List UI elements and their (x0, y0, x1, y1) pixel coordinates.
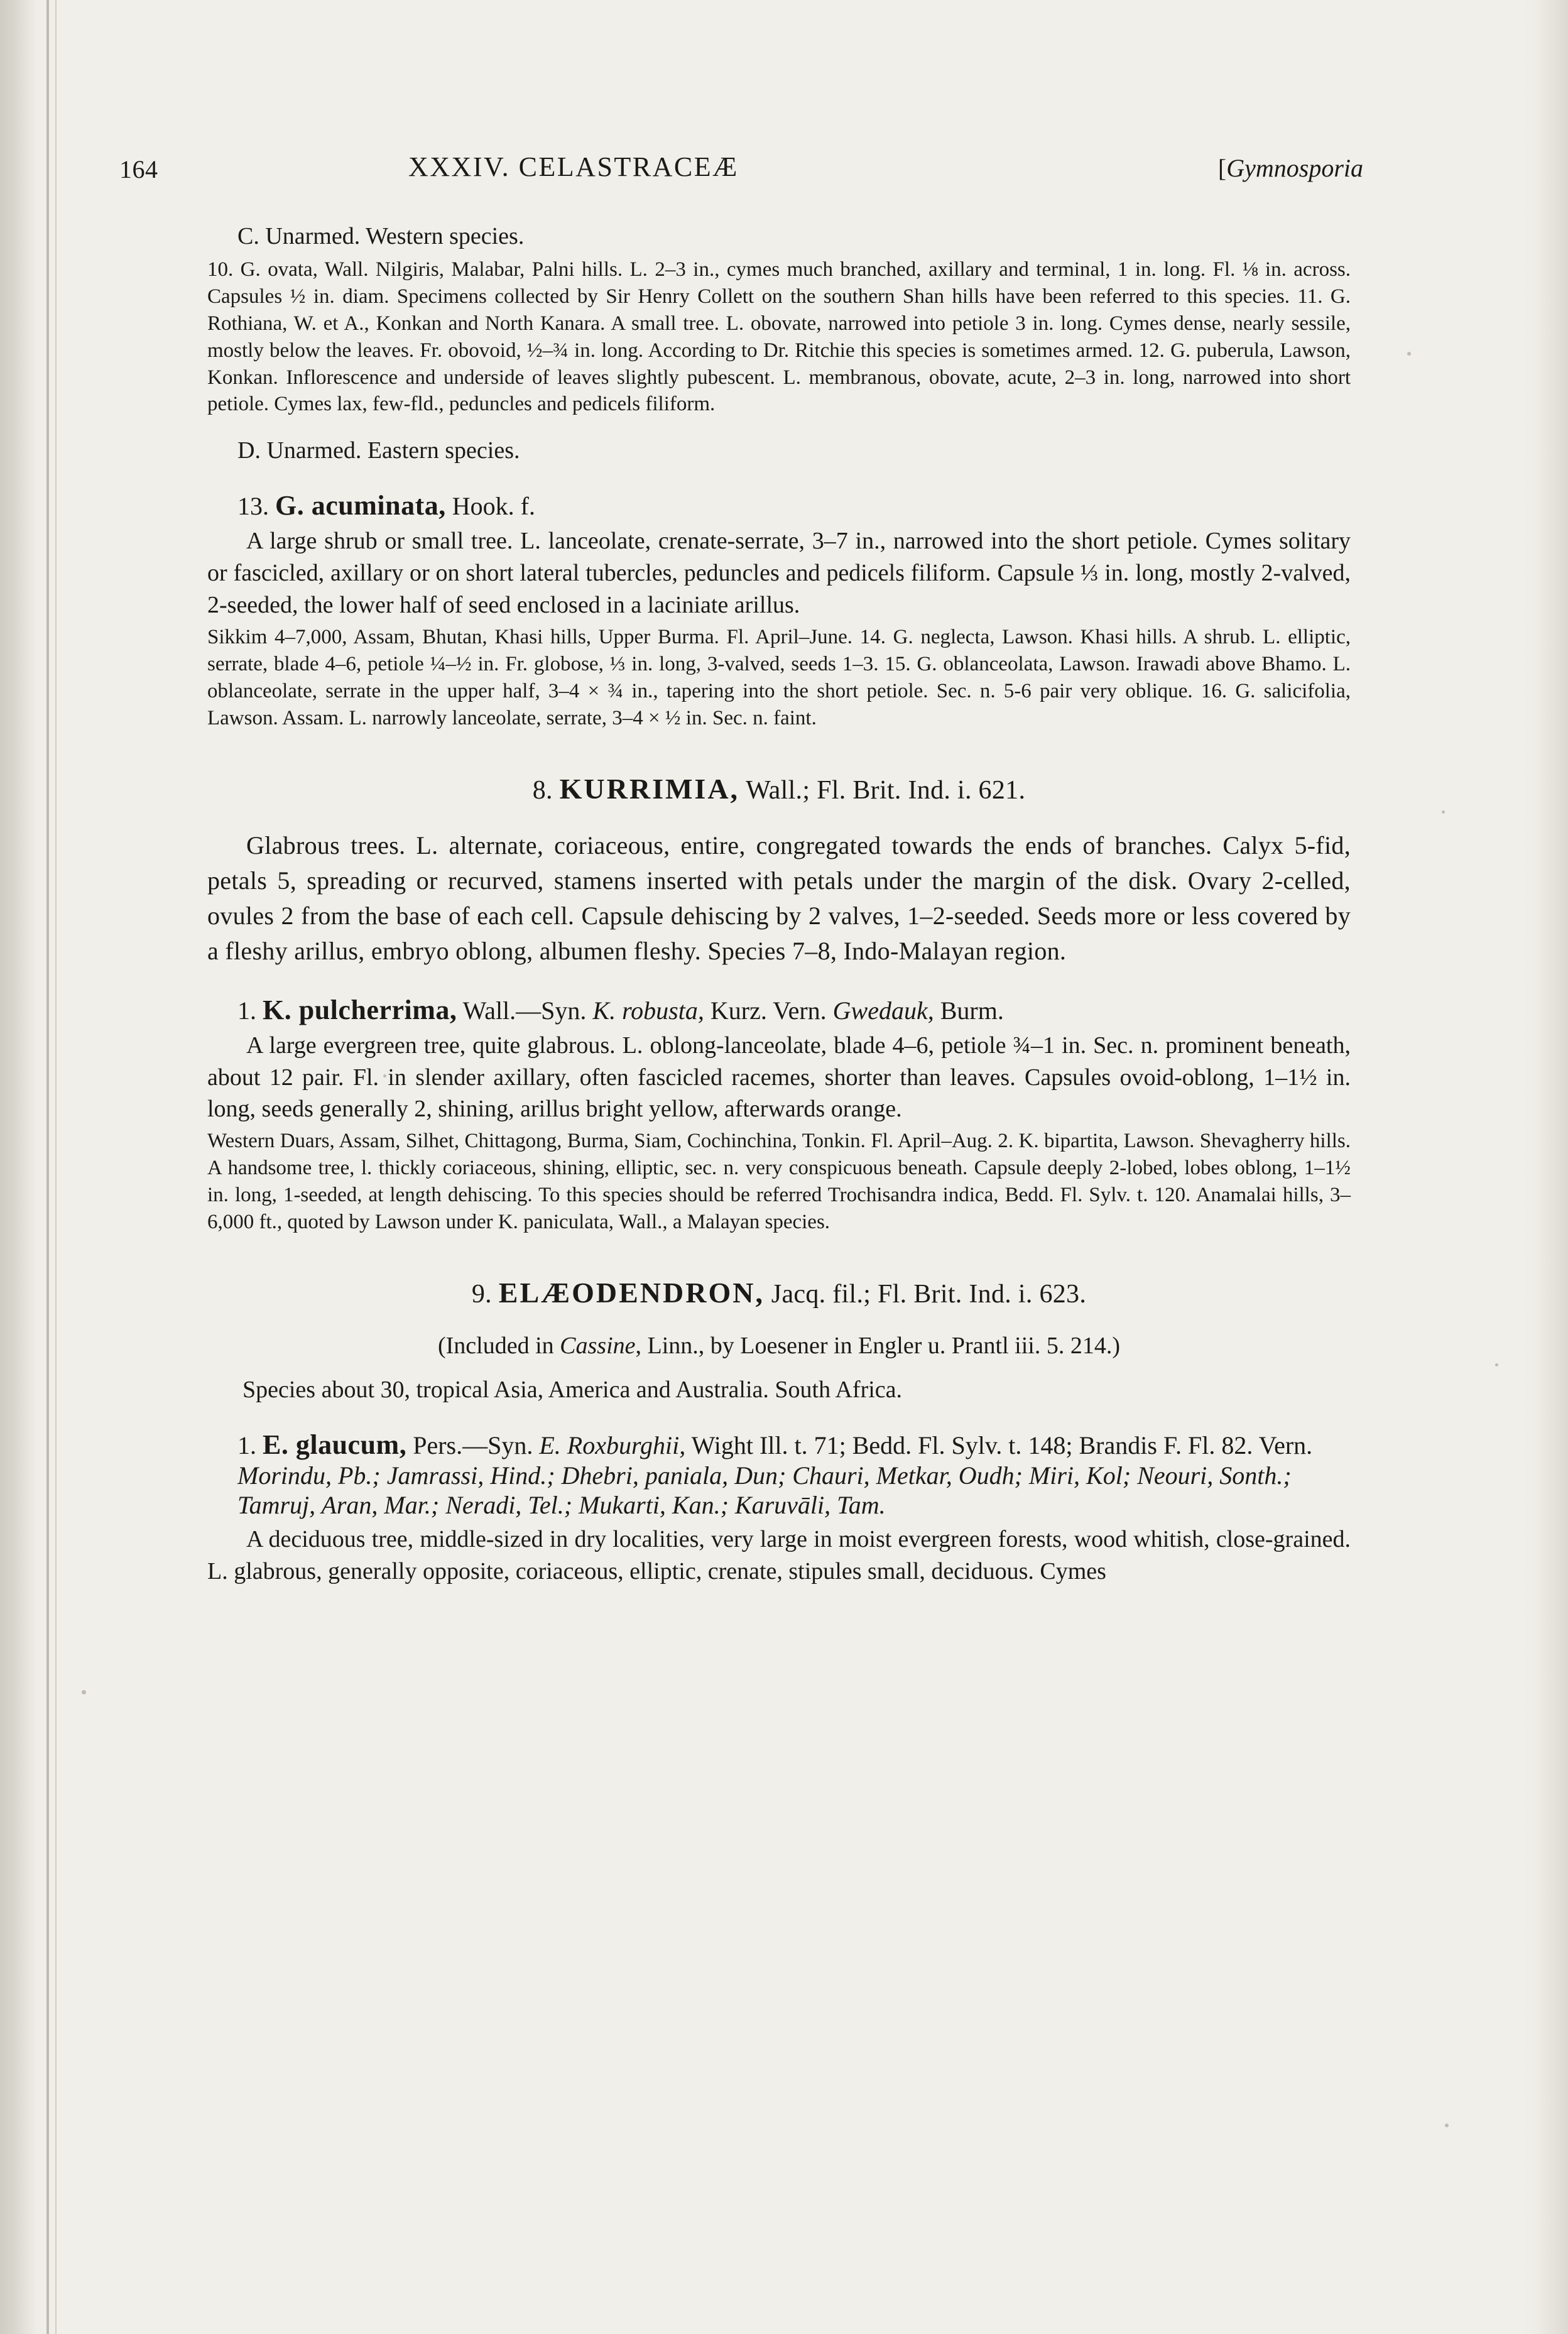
genus-9-name: ELÆODENDRON, (498, 1276, 765, 1309)
genus-running-head-text: Gymnosporia (1226, 154, 1363, 182)
genus-8-description: Glabrous trees. L. alternate, coriaceous, entire, congregated towards the ends of branches. Calyx 5-fid, petals 5, spreading or recurved, stamens inserted with petals under the margin of the disk. Ovary 2-celled, ovules 2 from the base of each cell. Capsule dehiscing by 2 valves, 1–2-seeded. Seeds more or less covered by a fleshy arillus, embryo oblong, albumen fleshy. Species 7–8, Indo-Malayan region. (207, 831, 1351, 965)
scan-speck (82, 1690, 86, 1694)
elaeodendron-species-1-author: Pers.—Syn. (413, 1431, 533, 1459)
elaeodendron-species-1-heading (237, 1429, 1351, 1520)
page-binding-line-outer (46, 0, 49, 2334)
kurrimia-species-1-distribution: Western Duars, Assam, Silhet, Chittagong, Burma, Siam, Cochinchina, Tonkin. Fl. April–Aug. 2. K. bipartita, Lawson. Shevagherry hills. A handsome tree, l. thickly coriaceous, shining, elliptic, sec. n. very conspicuous beneath. Capsule deeply 2-lobed, lobes oblong, 1–1½ in. long, 1-seeded, at length dehiscing. To this species should be referred Trochisandra indica, Bedd. Fl. Sylv. t. 120. Anamalai hills, 3–6,000 ft., quoted by Lawson under K. paniculata, Wall., a Malayan species. (207, 1130, 1351, 1234)
page-right-edge-shadow (1524, 0, 1568, 2334)
kurrimia-species-1-description: A large evergreen tree, quite glabrous. L. oblong-lanceolate, blade 4–6, petiole ¾–1 in. Sec. n. prominent beneath, about 12 pair. Fl. in slender axillary, often fascicled racemes, shorter than leaves. Capsules ovoid-oblong, 1–1½ in. long, seeds generally 2, shining, arillus bright yellow, afterwards orange. (207, 1032, 1351, 1123)
genus-9-parenthetical-pre: (Included in (438, 1332, 554, 1359)
page-content (119, 151, 1363, 1590)
kurrimia-species-1-vernacular-region: Burm. (940, 996, 1004, 1025)
genus-running-head (1218, 153, 1363, 183)
genus-9-species-count: Species about 30, tropical Asia, America and Australia. South Africa. (242, 1376, 903, 1403)
elaeodendron-species-1-number: 1. (237, 1431, 256, 1459)
chapter-title: XXXIV. CELASTRACEÆ (408, 151, 739, 182)
species-13-name: G. acuminata, (275, 490, 446, 521)
genus-9-reference: Jacq. fil.; Fl. Brit. Ind. i. 623. (771, 1279, 1087, 1309)
kurrimia-species-1-heading (237, 994, 1351, 1026)
elaeodendron-species-1-vernacular-list: Morindu, Pb.; Jamrassi, Hind.; Dhebri, paniala, Dun; Chauri, Metkar, Oudh; Miri, Kol; Neouri, Sonth.; Tamruj, Aran, Mar.; Neradi, Tel.; Mukarti, Kan.; Karuvāli, Tam. (237, 1461, 1292, 1519)
elaeodendron-species-1-description: A deciduous tree, middle-sized in dry localities, very large in moist evergreen forests, wood whitish, close-grained. L. glabrous, generally opposite, coriaceous, elliptic, crenate, stipules small, deciduous. Cymes (207, 1525, 1351, 1584)
species-13-description: A large shrub or small tree. L. lanceolate, crenate-serrate, 3–7 in., narrowed into the short petiole. Cymes solitary or fascicled, axillary or on short lateral tubercles, peduncles and pedicels filiform. Capsule ⅓ in. long, mostly 2-valved, 2-seeded, the lower half of seed enclosed in a laciniate arillus. (207, 528, 1351, 619)
subsection-c-paragraph: 10. G. ovata, Wall. Nilgiris, Malabar, Palni hills. L. 2–3 in., cymes much branched, axillary and terminal, 1 in. long. Fl. ⅛ in. across. Capsules ½ in. diam. Specimens collected by Sir Henry Collett on the southern Shan hills have been referred to this species. 11. G. Rothiana, W. et A., Konkan and North Kanara. A small tree. L. obovate, narrowed into petiole 3 in. long. Cymes dense, nearly sessile, mostly below the leaves. Fr. obovoid, ½–¾ in. long. According to Dr. Ritchie this species is sometimes armed. 12. G. puberula, Lawson, Konkan. Inflorescence and underside of leaves slightly pubescent. L. membranous, obovate, acute, 2–3 in. long, narrowed into short petiole. Cymes lax, few-fld., peduncles and pedicels filiform. (207, 258, 1351, 416)
scan-speck (1495, 1363, 1498, 1366)
scan-speck (1445, 2124, 1449, 2127)
kurrimia-species-1-synonym-author: Kurz. Vern. (710, 996, 827, 1025)
kurrimia-species-1-name: K. pulcherrima, (263, 994, 457, 1025)
species-13-number: 13. (237, 492, 269, 521)
genus-8-heading (207, 772, 1351, 805)
elaeodendron-species-1-reference: Wight Ill. t. 71; Bedd. Fl. Sylv. t. 148; Brandis F. Fl. 82. Vern. (691, 1431, 1313, 1459)
kurrimia-species-1-number: 1. (237, 996, 256, 1025)
genus-9-heading (207, 1276, 1351, 1309)
subsection-c-heading: C. Unarmed. Western species. (237, 223, 525, 249)
genus-9-parenthetical-italic: Cassine (560, 1332, 636, 1359)
page-binding-line-inner (55, 0, 57, 2334)
elaeodendron-species-1-name: E. glaucum, (263, 1429, 407, 1460)
bracket-glyph: [ (1217, 154, 1227, 182)
kurrimia-species-1-vernacular: Gwedauk, (832, 996, 934, 1025)
elaeodendron-species-1-synonym: E. Roxburghii, (539, 1431, 686, 1459)
species-13-heading (237, 489, 1351, 521)
genus-8-reference: Wall.; Fl. Brit. Ind. i. 621. (746, 775, 1026, 805)
genus-8-number: 8. (532, 775, 553, 805)
genus-9-number: 9. (471, 1279, 492, 1309)
scan-speck (1442, 810, 1445, 814)
species-13-author: Hook. f. (452, 492, 535, 521)
genus-9-parenthetical-post: , Linn., by Loesener in Engler u. Prantl iii. 5. 214.) (635, 1332, 1120, 1359)
page-left-edge-shadow (0, 0, 60, 2334)
scan-speck (1407, 352, 1411, 356)
species-13-distribution: Sikkim 4–7,000, Assam, Bhutan, Khasi hills, Upper Burma. Fl. April–June. 14. G. neglecta, Lawson. Khasi hills. A shrub. L. elliptic, serrate, blade 4–6, petiole ¼–½ in. Fr. globose, ⅓ in. long, 3-valved, seeds 1–3. 15. G. oblanceolata, Lawson. Irawadi above Bhamo. L. oblanceolate, serrate in the upper half, 3–4 × ¾ in., tapering into the short petiole. Sec. n. 5-6 pair very oblique. 16. G. salicifolia, Lawson. Assam. L. narrowly lanceolate, serrate, 3–4 × ½ in. Sec. n. faint. (207, 626, 1351, 729)
genus-9-parenthetical (207, 1332, 1351, 1360)
genus-8-name: KURRIMIA, (559, 772, 740, 805)
running-header (119, 151, 1363, 201)
kurrimia-species-1-synonym: K. robusta, (592, 996, 704, 1025)
kurrimia-species-1-author: Wall.—Syn. (462, 996, 587, 1025)
page-number: 164 (119, 155, 158, 183)
subsection-d-heading: D. Unarmed. Eastern species. (237, 437, 520, 464)
